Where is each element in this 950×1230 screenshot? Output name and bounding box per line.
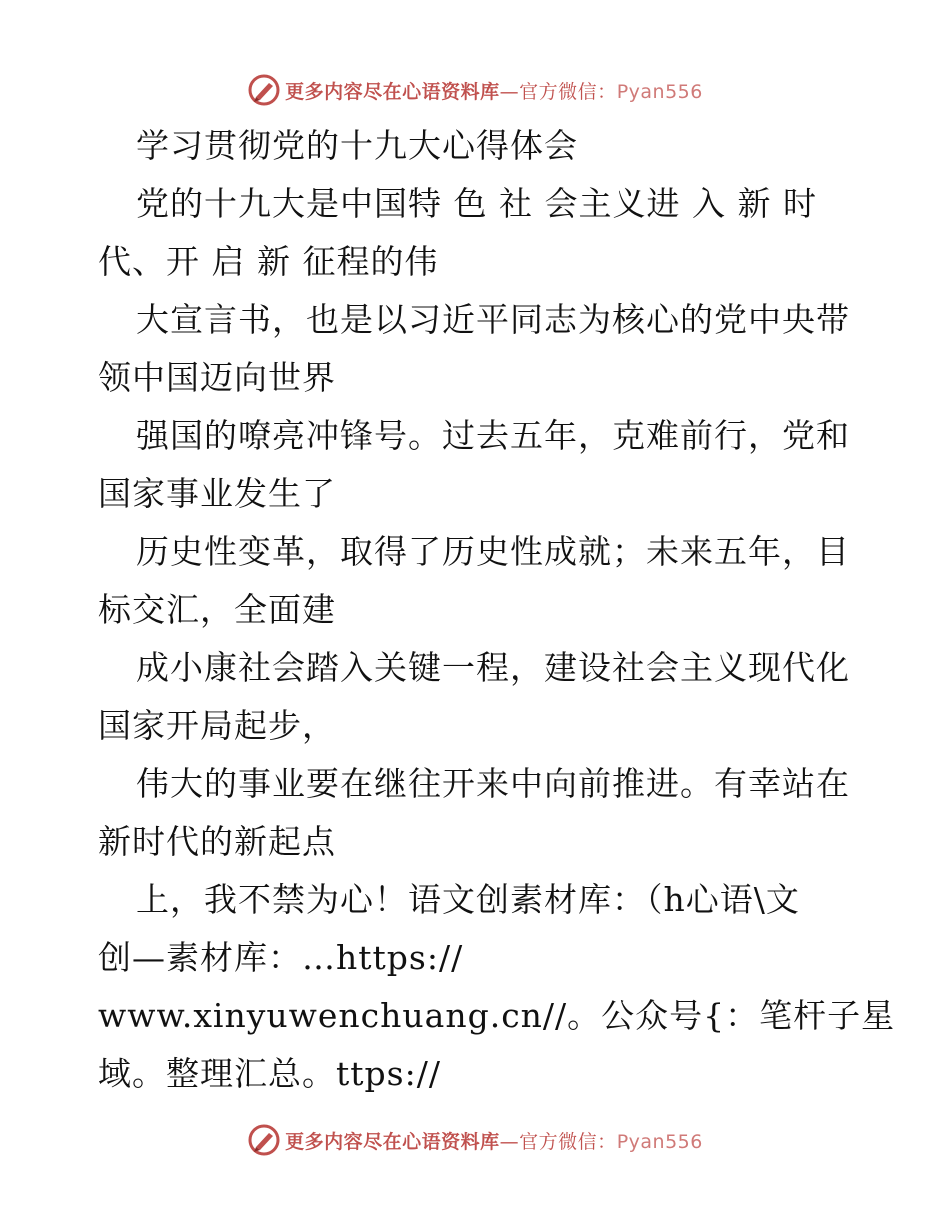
paragraph-line: 伟大的事业要在继往开来中向前推进。有幸站在 [136, 764, 850, 803]
header-banner-sep: —官方微信： [499, 80, 617, 103]
header-banner-inner [247, 73, 703, 107]
header-banner-text [285, 77, 703, 104]
header-banner-main: 更多内容尽在心语资料库 [285, 80, 500, 103]
paragraph-line: 国家事业发生了 [98, 474, 336, 513]
footer-banner-main: 更多内容尽在心语资料库 [285, 1130, 500, 1153]
paragraph-line: www.xinyuwenchuang.cn//。公众号{：笔杆子星 [98, 996, 896, 1035]
footer-banner-id: Pyan556 [616, 1130, 703, 1153]
paragraph-line: 新时代的新起点 [98, 822, 336, 861]
paragraph-line: 历史性变革，取得了历史性成就；未来五年，目 [136, 532, 850, 571]
paragraph-line: 国家开局起步， [98, 706, 336, 745]
footer-banner-sep: —官方微信： [499, 1130, 617, 1153]
pen-logo-icon [247, 1123, 281, 1157]
paragraph-line: 域。整理汇总。ttps:// [98, 1054, 441, 1093]
paragraph-line: 成小康社会踏入关键一程，建设社会主义现代化 [136, 648, 850, 687]
footer-banner-text [285, 1127, 703, 1154]
paragraph-line: 代、开 启 新 征程的伟 [98, 242, 439, 281]
document-title: 学习贯彻党的十九大心得体会 [136, 126, 578, 165]
paragraph-line: 党的十九大是中国特 色 社 会主义进 入 新 时 [136, 184, 817, 223]
paragraph-line: 领中国迈向世界 [98, 358, 336, 397]
header-banner [0, 70, 950, 110]
paragraph-line: 上，我不禁为心！语文创素材库：（h心语\文 [136, 880, 800, 919]
pen-logo-icon [247, 73, 281, 107]
paragraph-line: 大宣言书，也是以习近平同志为核心的党中央带 [136, 300, 850, 339]
footer-banner-inner [247, 1123, 703, 1157]
paragraph-line: 强国的嘹亮冲锋号。过去五年，克难前行，党和 [136, 416, 850, 455]
footer-banner [0, 1120, 950, 1160]
paragraph-line: 创—素材库：…https:// [98, 938, 464, 977]
paragraph-line: 标交汇，全面建 [98, 590, 336, 629]
header-banner-id: Pyan556 [616, 80, 703, 103]
document-body [98, 117, 896, 1103]
